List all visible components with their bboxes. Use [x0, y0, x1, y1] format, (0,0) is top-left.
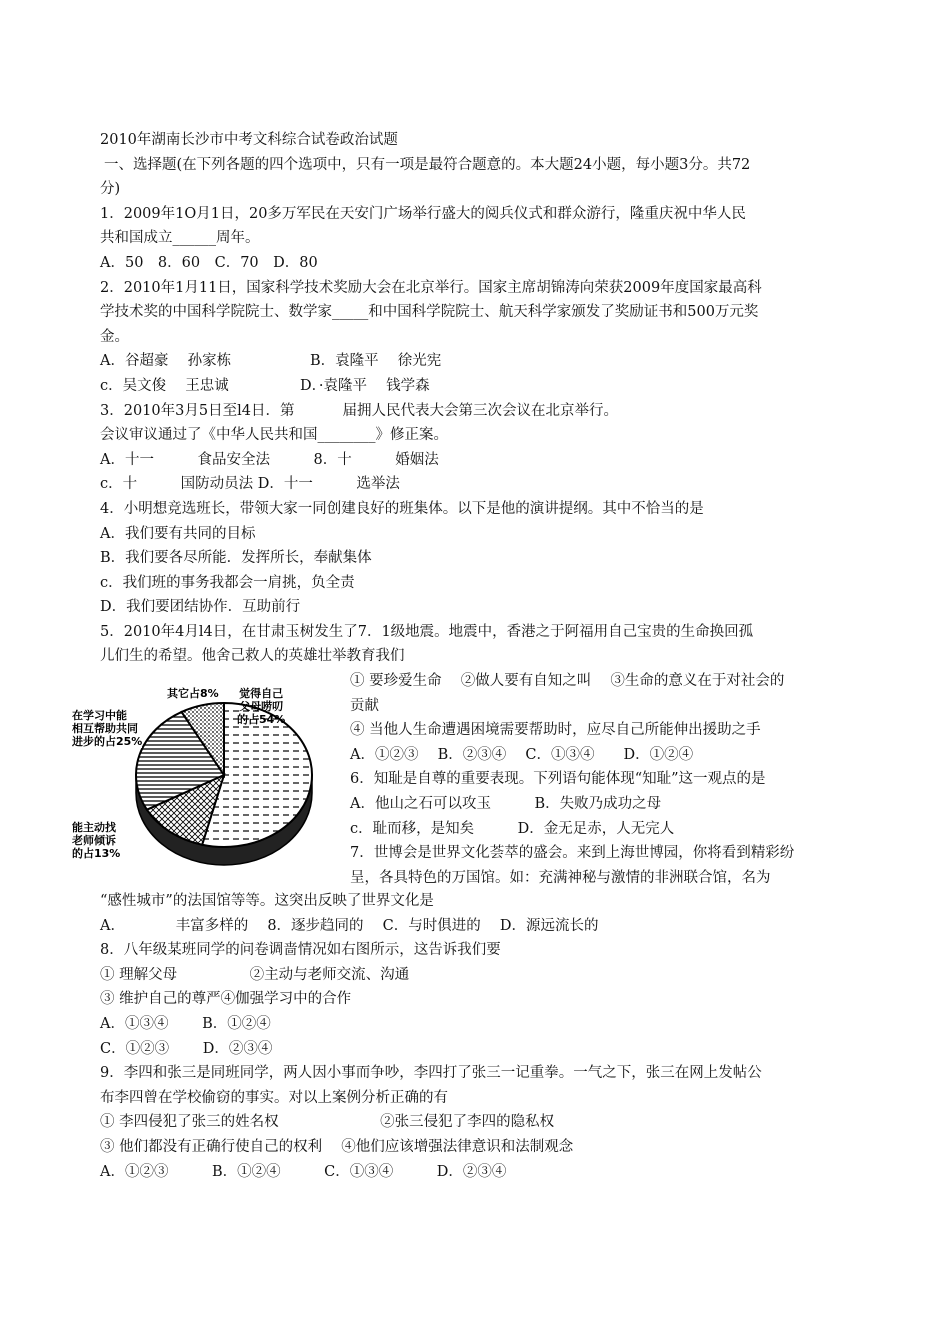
label-other-l1: 其它占8%: [167, 687, 219, 701]
q9-items-12: ① 李四侵犯了张三的姓名权 ②张三侵犯了李四的隐私权: [100, 1114, 555, 1131]
section-heading: 一、选择题(在下列各题的四个选项中，只有一项是最符合题意的。本大题24小题，每小题3分。共72: [104, 156, 751, 173]
q6-options-cd: c．耻而移，是知矣 D．金无足赤，人无完人: [350, 820, 675, 837]
q8-options-ab: A．①③④ B．①②④: [100, 1016, 271, 1033]
q5-options: A．①②③ B．②③④ C．①③④ D．①②④: [350, 746, 694, 763]
q2-option-c: c．吴文俊 王忠诚: [100, 377, 229, 394]
q5-stem: 5．2010年4月l4日，在甘肃玉树发生了7．1级地震。地震中，香港之于阿福用自己宝贵的生命换回孤: [100, 623, 754, 640]
q2-stem-end: 金。: [100, 328, 129, 345]
q3-stem: 3．2010年3月5日至l4日．第 届拥人民代表大会第三次会议在北京举行。: [100, 402, 619, 419]
q5-item-4: ④ 当他人生命遭遇困境需要帮助时，应尽自己所能伸出援助之手: [350, 722, 761, 739]
exam-page: [72, 128, 860, 1184]
q9-items-34: ③ 他们都没有正确行使自己的权利 ④他们应该增强法律意识和法制观念: [100, 1139, 574, 1155]
q3-options-cd: c．十 国防动员法 D．十一 选举法: [100, 476, 400, 493]
label-peers-l1: 在学习中能: [72, 709, 127, 723]
q1-stem: 1．2009年1O月1日，20多万军民在天安门广场举行盛大的阅兵仪式和群众游行，隆重庆祝中华人民: [100, 205, 746, 222]
q5-stem-cont: 儿们生的希望。他舍己救人的英雄壮举教育我们: [100, 648, 405, 665]
q5-item-1-cont: 贡献: [350, 697, 379, 714]
q1-options: A．50 8．60 C．70 D．80: [100, 254, 318, 271]
label-teachers: [72, 821, 120, 860]
q8-options-cd: C．①②③ D．②③④: [100, 1040, 273, 1057]
survey-pie-chart: [72, 675, 332, 885]
label-teachers-l3: 的占13%: [72, 847, 121, 861]
q5-item-1: ① 要珍爱生命 ②做人要有自知之叫 ③生命的意义在于对社会的: [350, 673, 785, 690]
q2-stem: 2．2010年1月11日，国家科学技术奖励大会在北京举行。国家主席胡锦涛向荣获2009年度国家最高科: [100, 279, 762, 296]
label-parents-l1: 觉得自己: [239, 687, 284, 701]
label-peers-l3: 进步的占25%: [72, 735, 143, 749]
q7-options: A． 丰富多样的 8．逐步趋同的 C．与时俱进的 D．源远流长的: [100, 917, 599, 934]
q2-stem-cont: 学技术奖的中国科学院院士、数学家_____和中国科学院院士、航天科学家颁发了奖励证书和500万元奖: [100, 304, 759, 321]
q9-stem-cont: 布李四曾在学校偷窃的事实。对以上案例分析正确的有: [100, 1089, 448, 1106]
section-heading-cont: 分): [100, 181, 121, 198]
q4-option-b: B．我们要各尽所能．发挥所长，奉献集体: [100, 550, 372, 567]
q4-option-c: c．我们班的事务我都会一肩挑，负全责: [100, 574, 355, 591]
q7-stem-end: “感性城市”的法国馆等等。这突出反映了世界文化是: [100, 893, 434, 910]
exam-title: 2010年湖南长沙市中考文科综合试卷政治试题: [100, 132, 398, 148]
q8-items-34: ③ 维护自己的尊严④伽强学习中的合作: [100, 991, 352, 1008]
q4-stem: 4．小明想竞选班长，带领大家一同创建良好的班集体。以下是他的演讲提纲。其中不恰当的是: [100, 500, 704, 517]
label-teachers-l1: 能主动找: [72, 821, 116, 835]
q3-options-ab: A．十一 食品安全法 8．十 婚姻法: [100, 451, 439, 468]
q2-option-d: D．·袁隆平 钱学森: [300, 377, 430, 394]
figure-row: [72, 669, 860, 891]
q7-stem-cont: 呈，各具特色的万国馆。如：充满神秘与激情的非洲联合馆，名为: [350, 869, 771, 886]
q2-option-b: B．袁隆平 徐光宪: [310, 353, 442, 370]
q1-stem-cont: 共和国成立______周年。: [100, 230, 260, 247]
label-peers-l2: 相互帮助共同: [72, 722, 138, 736]
q8-stem: 8．八年级某班同学的问卷调啬情况如右图所示，这告诉我们要: [100, 942, 501, 959]
q2-options-cd: [100, 374, 860, 399]
label-parents-l2: 父母唠叨: [239, 700, 284, 714]
q4-option-d: D．我们要团结协作．互助前行: [100, 599, 301, 616]
q2-options-ab: [100, 349, 860, 374]
label-parents: [237, 687, 285, 726]
q6-stem: 6．知耻是自尊的重要表现。下列语句能体现“知耻”这一观点的是: [350, 771, 766, 788]
q8-items-12: ① 理解父母 ②主动与老师交流、沟通: [100, 966, 410, 983]
q3-stem-cont: 会议审议通过了《中华人民共和国________》修正案。: [100, 427, 448, 444]
q7-stem: 7．世博会是世界文化荟萃的盛会。来到上海世博园，你将看到精彩纷: [350, 845, 795, 862]
q6-options-ab: A．他山之石可以攻玉 B．失败乃成功之母: [350, 796, 662, 813]
label-parents-l3: 的占54%: [237, 713, 286, 727]
q4-option-a: A．我们要有共同的目标: [100, 525, 256, 542]
q2-option-a: A．谷超豪 孙家栋: [100, 353, 232, 370]
q9-options: A．①②③ B．①②④ C．①③④ D．②③④: [100, 1163, 507, 1180]
label-teachers-l2: 老师倾诉: [72, 834, 116, 848]
q9-stem: 9．李四和张三是同班同学，两人因小事而争吵，李四打了张三一记重拳。一气之下，张三在网上发帖公: [100, 1065, 762, 1082]
figure-side-text: [350, 669, 860, 890]
label-other: [167, 687, 219, 700]
pie-slices: [136, 703, 312, 847]
label-peers: [72, 709, 142, 748]
